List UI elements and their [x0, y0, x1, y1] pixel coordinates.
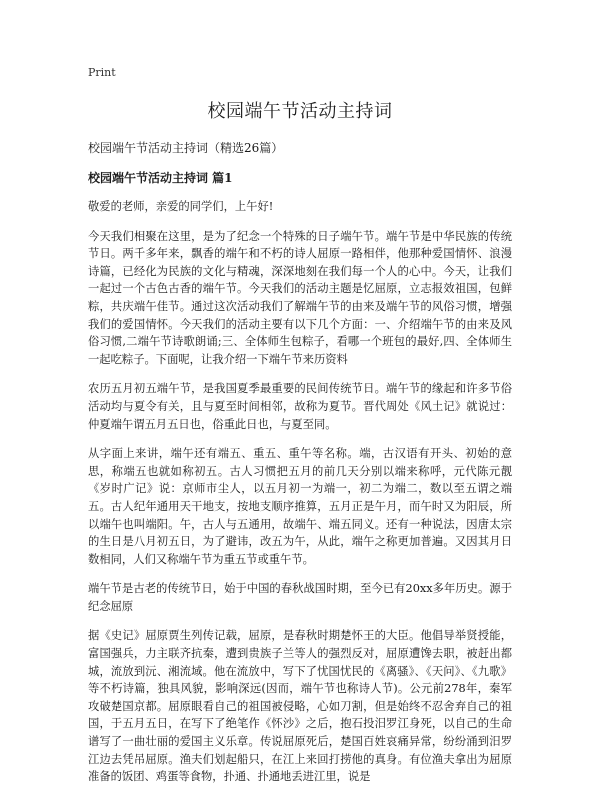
paragraph-origin: 农历五月初五端午节，是我国夏季最重要的民间传统节日。端午节的缘起和许多节俗活动均与夏令有关，且与夏至时间相邻，故称为夏节。晋代周处《风土记》就说过：仲夏端午谓五月五日也，俗重此日也，与夏至同。	[88, 382, 512, 431]
document-title: 校园端午节活动主持词	[207, 101, 393, 122]
paragraph-intro: 今天我们相聚在这里，是为了纪念一个特殊的日子端午节。端午节是中华民族的传统节日。两千多年来，飘香的端午和不朽的诗人屈原一路相伴，他那种爱国情怀、浪漫诗篇，已经化为民族的文化与精魂，深深地刻在我们每一个人的心中。今天，让我们一起过一个古色古香的端午节。今天我们的活动主题是忆屈原，立志报效祖国，包鲜粽，共庆端午佳节。通过这次活动我们了解端午节的由来及端午节的风俗习惯，增强我们的爱国情怀。今天我们的活动主要有以下几个方面：一、介绍端午节的由来及风俗习惯,二端午节诗歌朗诵;三、全体师生包粽子，看哪一个班包的最好,四、全体师生一起吃粽子。下面呢，让我介绍一下端午节来历资料	[88, 229, 512, 366]
paragraph-names: 从字面上来讲，端午还有端五、重五、重午等名称。端，古汉语有开头、初始的意思，称端五也就如称初五。古人习惯把五月的前几天分别以端来称呼，元代陈元靓《岁时广记》说：京师市尘人，以五月初一为端一，初二为端二，数以至五谓之端五。古人纪年通用天干地支，按地支顺序推算，五月正是午月，而午时又为阳辰，所以端午也叫端阳。午，古人与五通用，故端午、端五同义。还有一种说法，因唐太宗的生日是八月初五日，为了避讳，改五为午，从此，端午之称更加普遍。又因其月日数相同，人们又称端午节为重五节或重午节。	[88, 447, 512, 566]
document-subtitle: 校园端午节活动主持词（精选26篇）	[88, 141, 284, 155]
paragraph-greeting: 敬爱的老师，亲爱的同学们，上午好!	[88, 200, 274, 213]
print-label: Print	[88, 66, 116, 79]
paragraph-quyuan: 据《史记》屈原贾生列传记载，屈原，是春秋时期楚怀王的大臣。他倡导举贤授能，富国强兵，力主联齐抗秦，遭到贵族子兰等人的强烈反对，屈原遭馋去职，被赶出都城，流放到沅、湘流域。他在流放中，写下了忧国忧民的《离骚》、《天问》、《九歌》等不朽诗篇，独具风貌，影响深远(因而，端午节也称诗人节)。公元前278年，秦军攻破楚国京都。屈原眼看自己的祖国被侵略，心如刀割，但是始终不忍舍弃自己的祖国，于五月五日，在写下了绝笔作《怀沙》之后，抱石投汨罗江身死，以自己的生命谱写了一曲壮丽的爱国主义乐章。传说屈原死后，楚国百姓哀痛异常，纷纷涌到汨罗江边去凭吊屈原。渔夫们划起船只，在江上来回打捞他的真身。有位渔夫拿出为屈原准备的饭团、鸡蛋等食物，扑通、扑通地丢进江里，说是	[88, 629, 512, 784]
section-heading: 校园端午节活动主持词 篇1	[88, 171, 233, 185]
paragraph-history: 端午节是古老的传统节日，始于中国的春秋战国时期，至今已有20xx多年历史。源于纪念屈原	[88, 582, 512, 613]
